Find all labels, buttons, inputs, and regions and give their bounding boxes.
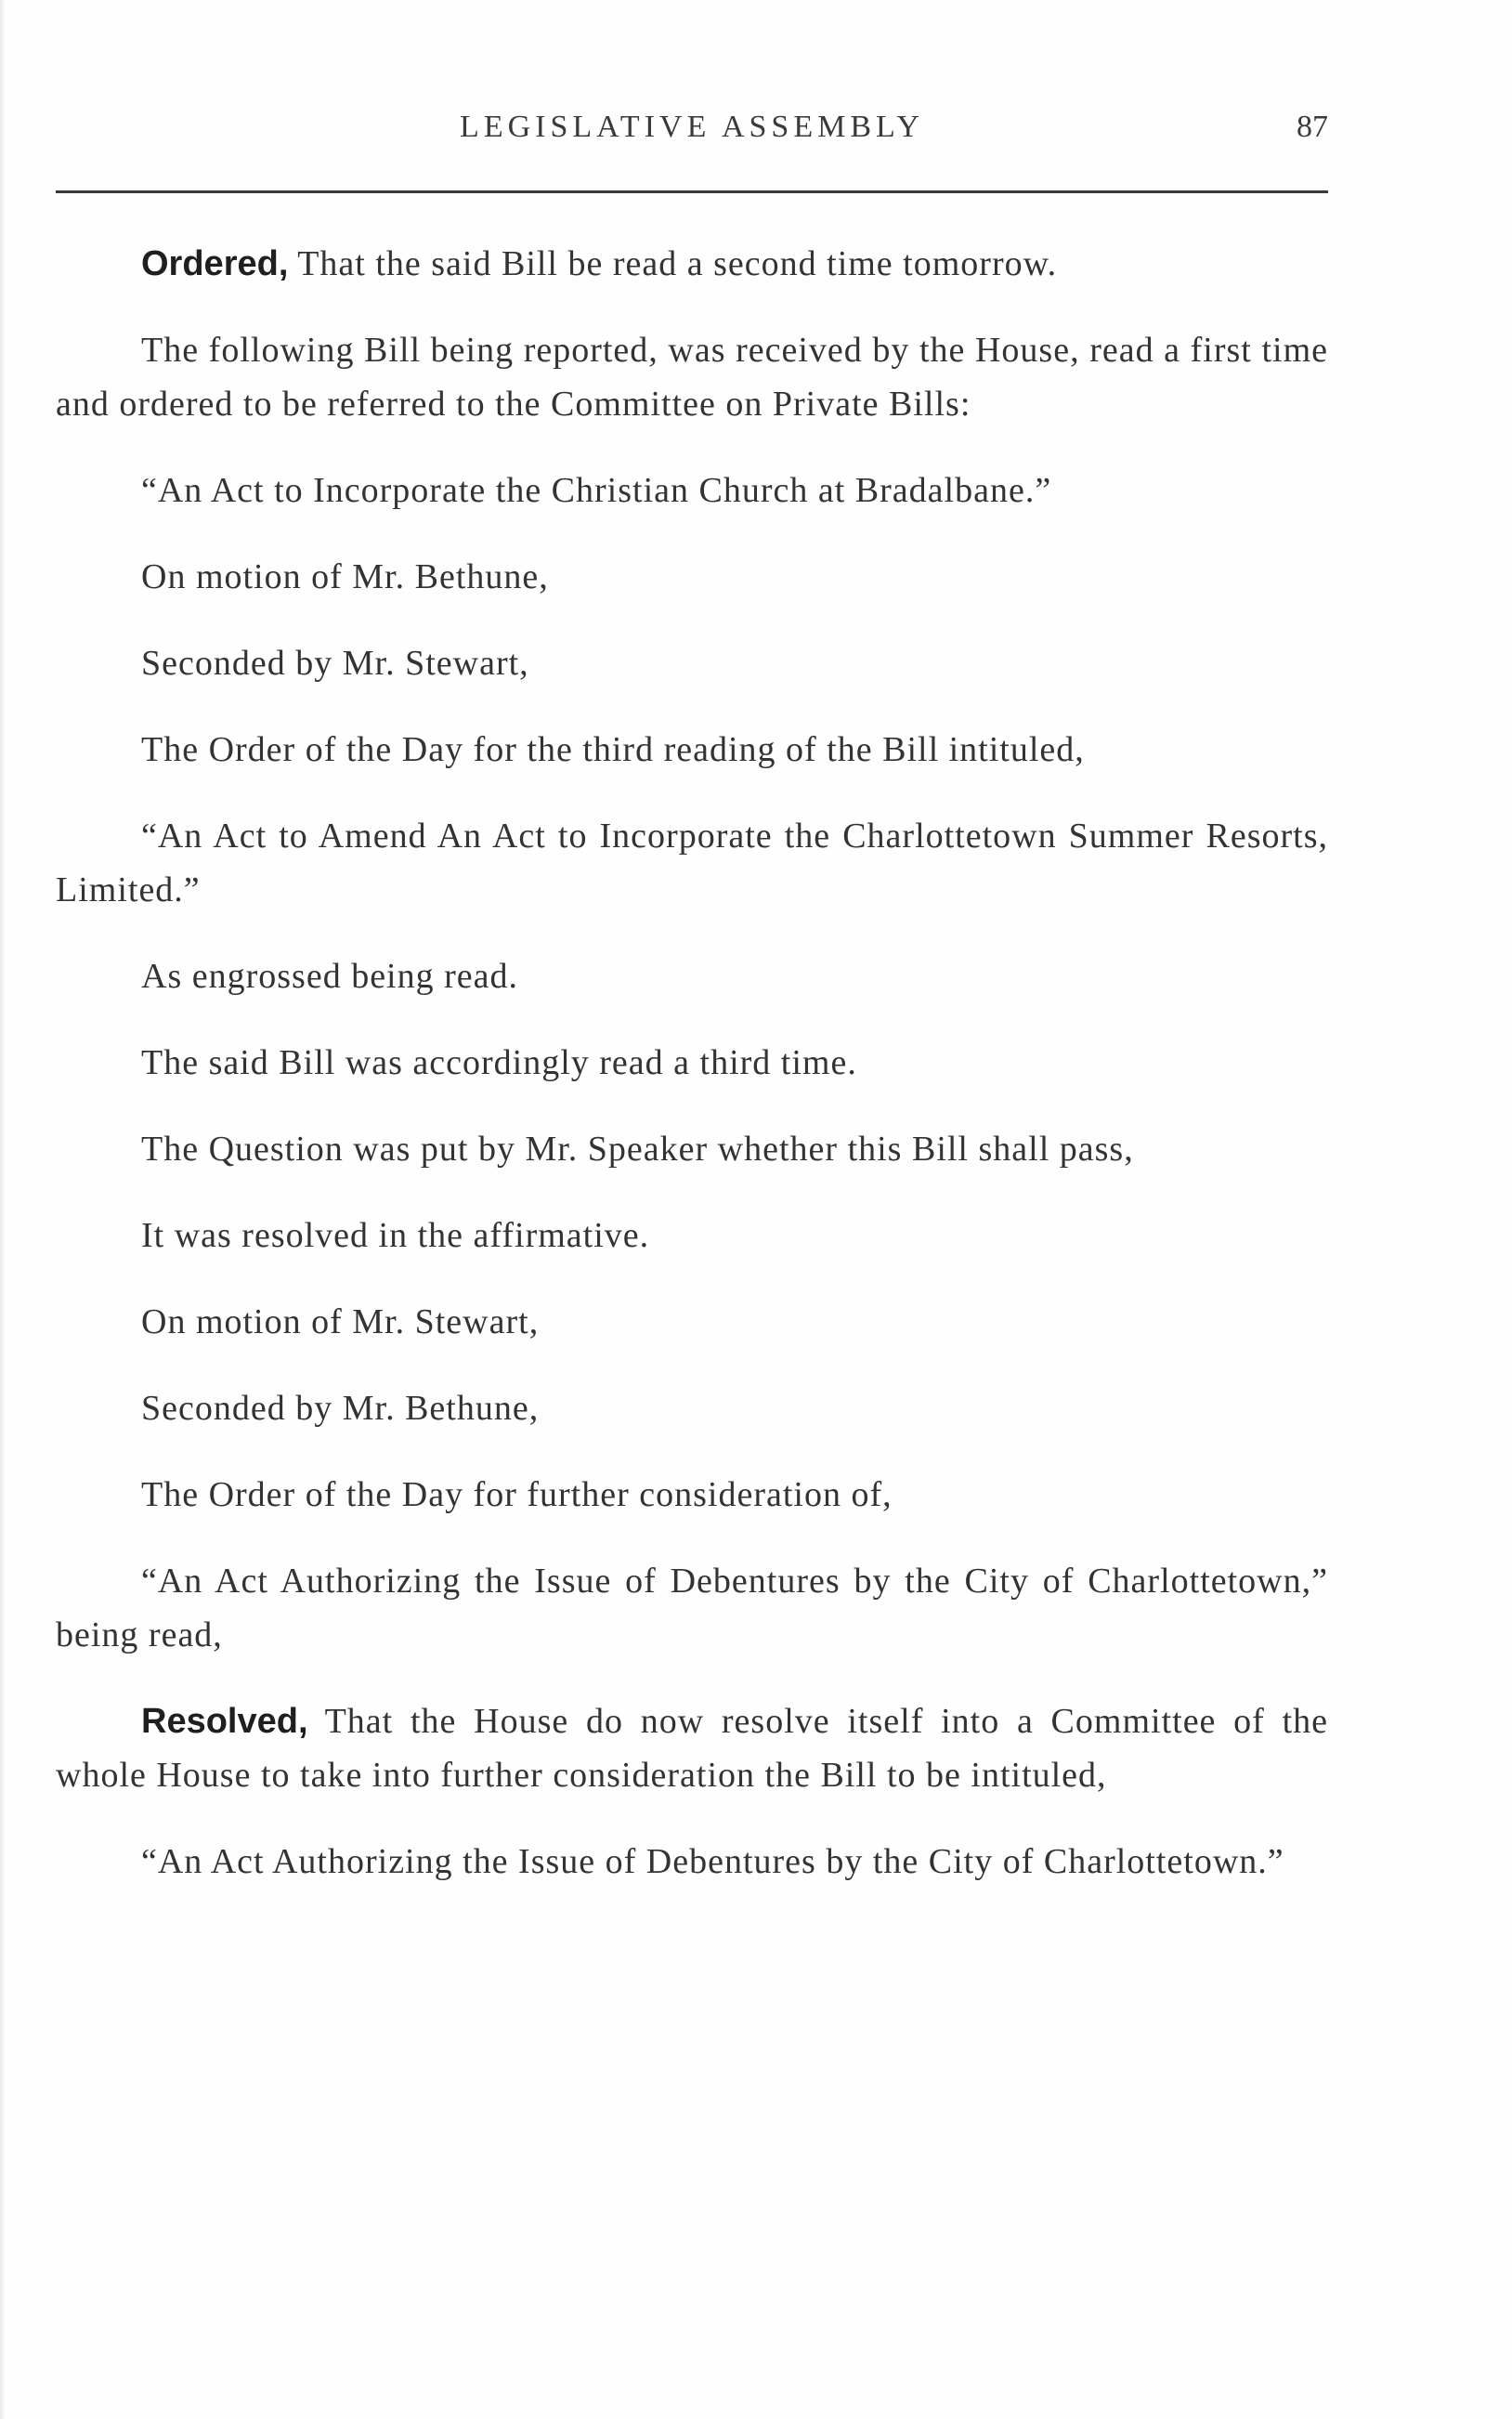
paragraph-ordered [56, 237, 1328, 291]
paragraph-act-title [56, 809, 1328, 917]
paragraph-text: “An Act to Incorporate the Christian Church at Bradalbane.” [141, 471, 1052, 510]
paragraph-text: It was resolved in the affirmative. [141, 1216, 650, 1255]
paragraph-text: On motion of Mr. Stewart, [141, 1302, 540, 1341]
paragraph-seconded [56, 636, 1328, 690]
paragraph-question [56, 1122, 1328, 1176]
paragraph-motion [56, 550, 1328, 604]
paragraph-text: That the House do now resolve itself into a Committee of the whole House to take into further consideration the Bill to be intituled, [56, 1702, 1328, 1795]
page-header [56, 110, 1328, 156]
paragraph-order-of-day [56, 1468, 1328, 1522]
paragraph-text: The said Bill was accordingly read a third time. [141, 1043, 857, 1082]
paragraph-engrossed [56, 949, 1328, 1003]
paragraph-text: Seconded by Mr. Bethune, [141, 1389, 540, 1428]
paragraph-text: The Order of the Day for the third reading of the Bill intituled, [141, 730, 1085, 769]
paragraph-resolved-affirmative [56, 1209, 1328, 1262]
header-rule [56, 190, 1328, 193]
paragraph-text: As engrossed being read. [141, 957, 519, 996]
paragraph-third-reading [56, 1036, 1328, 1090]
paragraph-text: The Order of the Day for further consideration of, [141, 1475, 893, 1514]
paragraph-act-title [56, 464, 1328, 517]
paragraph-text: The Question was put by Mr. Speaker whether this Bill shall pass, [141, 1130, 1134, 1169]
paragraph-text: “An Act Authorizing the Issue of Debentures by the City of Charlottetown.” [141, 1842, 1284, 1881]
page-number: 87 [1297, 110, 1328, 144]
paragraph-text: That the said Bill be read a second time tomorrow. [288, 244, 1058, 283]
paragraph-text: On motion of Mr. Bethune, [141, 557, 549, 596]
paragraph-lead: Ordered, [141, 244, 289, 283]
paragraph-text: Seconded by Mr. Stewart, [141, 644, 529, 683]
paragraph-order-of-day [56, 723, 1328, 777]
paragraph-text: “An Act Authorizing the Issue of Debentures by the City of Charlottetown,” being read, [56, 1562, 1328, 1654]
paragraph-bill-reported [56, 323, 1328, 431]
running-title: LEGISLATIVE ASSEMBLY [460, 110, 924, 144]
paragraph-seconded [56, 1381, 1328, 1435]
paragraph-resolved [56, 1694, 1328, 1802]
paragraph-act-title [56, 1835, 1328, 1889]
scan-edge-shadow [0, 0, 6, 2419]
paragraph-motion [56, 1295, 1328, 1349]
paragraph-act-title [56, 1554, 1328, 1662]
paragraph-text: The following Bill being reported, was received by the House, read a first time and ordered to be referred to the Committee on Private Bills: [56, 331, 1328, 424]
paragraph-text: “An Act to Amend An Act to Incorporate the Charlottetown Summer Resorts, Limited.” [56, 817, 1328, 909]
paragraph-lead: Resolved, [141, 1702, 308, 1741]
page-body [56, 237, 1328, 1889]
